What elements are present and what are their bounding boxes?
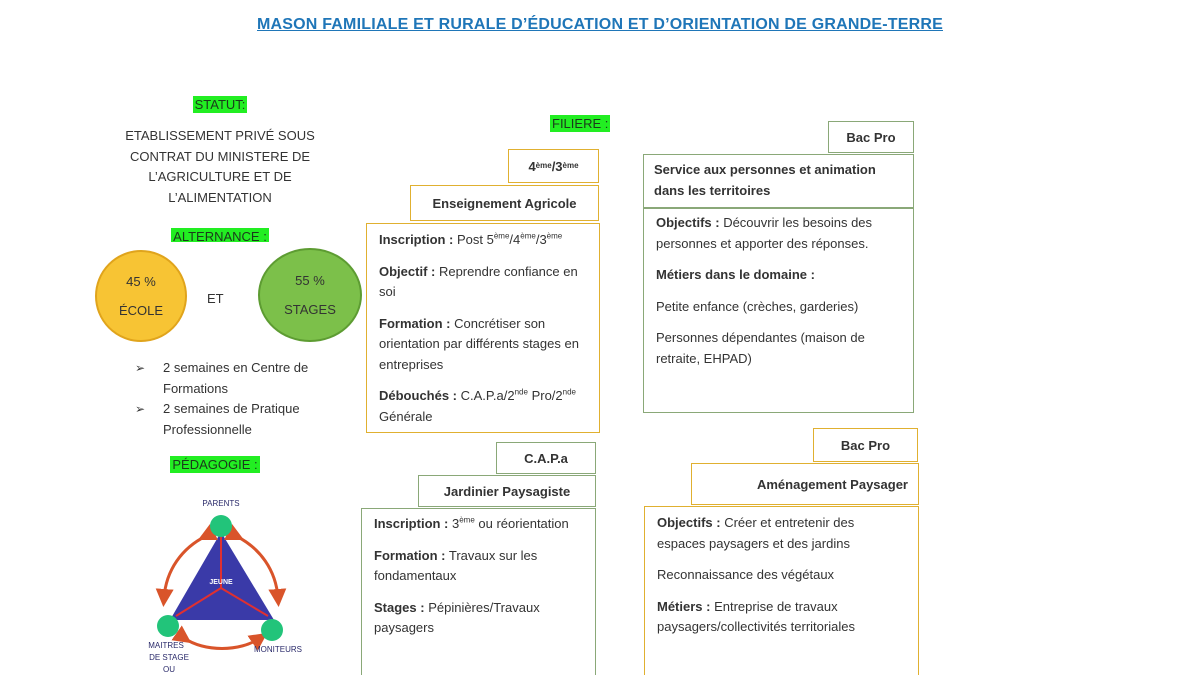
service-item: Personnes dépendantes (maison de retraite, EHPAD) [656, 330, 865, 366]
capa-inscription: Inscription : 3ème ou réorientation [374, 515, 569, 531]
ecole-label: ÉCOLE [118, 303, 164, 318]
arrow-icon [184, 638, 260, 649]
capa-formation: Formation : Travaux sur les fondamentaux [374, 547, 538, 583]
parents-label: PARENTS [202, 499, 240, 508]
alternance-bullets [135, 358, 355, 440]
capa-tag: C.A.P.a [496, 442, 596, 474]
alternance-heading: ALTERNANCE : [171, 228, 269, 242]
capa-title: Jardinier Paysagiste [418, 475, 596, 507]
ens-objectif: Objectif : Reprendre confiance en soi [379, 263, 578, 299]
statut-line: L’ALIMENTATION [168, 189, 272, 205]
bacpro-service-tag: Bac Pro [828, 121, 914, 153]
pedagogy-triangle-diagram [140, 492, 320, 675]
ens-agricole-title: Enseignement Agricole [410, 185, 599, 221]
service-objectifs: Objectifs : Découvrir les besoins des personnes et apporter des réponses. [656, 215, 873, 251]
amenagement-metiers: Métiers : Entreprise de travaux paysagers/collectivités territoriales [657, 598, 855, 634]
service-metiers: Métiers dans le domaine : [656, 267, 815, 282]
maitres-label: DE STAGE [149, 653, 189, 662]
alternance-heading-wrap [100, 228, 340, 242]
amenagement-item: Reconnaissance des végétaux [657, 567, 835, 582]
ens-formation: Formation : Concrétiser son orientation par différents stages en entreprises [379, 315, 579, 372]
filiere-heading: FILIERE : [552, 116, 609, 131]
moniteurs-node [261, 619, 283, 641]
arrow-bullet-icon: ➢ [135, 361, 146, 375]
statut-text [100, 126, 340, 208]
statut-line: CONTRAT DU MINISTERE DE [129, 148, 311, 164]
parents-node [210, 515, 232, 537]
arrow-bullet-icon: ➢ [135, 402, 146, 416]
stages-circle [258, 248, 362, 342]
bacpro-amenagement-box [644, 506, 919, 675]
statut-heading: STATUT: [194, 97, 246, 112]
amenagement-objectifs: Objectifs : Créer et entretenir des espaces paysagers et des jardins [657, 515, 855, 551]
ecole-percent: 45 % [126, 274, 156, 289]
stages-percent: 55 % [295, 273, 325, 288]
ens-agricole-box [366, 223, 600, 433]
maitres-label: MAITRES [148, 641, 184, 650]
level-tag: 4 ème /3 ème [508, 149, 599, 183]
statut-line: ETABLISSEMENT PRIVÉ SOUS [125, 128, 315, 143]
statut-line: L’AGRICULTURE ET DE [148, 169, 292, 184]
service-item: Petite enfance (crèches, garderies) [656, 298, 859, 314]
page-title: MASON FAMILIALE ET RURALE D’ÉDUCATION ET D’ORIENTATION DE GRANDE-TERRE [257, 16, 943, 33]
list-item: ➢ 2 semaines de Pratique Professionnelle [135, 401, 300, 437]
capa-box [361, 508, 596, 675]
list-item: ➢ 2 semaines en Centre de Formations [135, 360, 309, 396]
ecole-circle [95, 250, 187, 342]
maitres-node [157, 615, 179, 637]
pedagogie-heading-wrap [100, 456, 330, 474]
pedagogie-heading: PÉDAGOGIE : [172, 457, 258, 472]
jeune-label: JEUNE [209, 579, 233, 586]
et-label: ET [207, 291, 224, 306]
filiere-heading-wrap [550, 115, 610, 133]
ens-debouches: Débouchés : C.A.P.a/2nde Pro/2nde Générale [379, 387, 576, 424]
maitres-label: OU [163, 665, 175, 674]
bacpro-amenagement-tag: Bac Pro [813, 428, 918, 462]
ens-inscription: Inscription : Post 5ème/4ème/3ème [379, 231, 563, 247]
bacpro-amenagement-title: Aménagement Paysager [691, 463, 919, 505]
capa-stages: Stages : Pépinières/Travaux paysagers [374, 599, 540, 635]
bacpro-service-title: Service aux personnes et animation dans les territoires [643, 154, 914, 208]
moniteurs-label: MONITEURS [254, 645, 302, 654]
statut-heading-wrap [100, 96, 340, 114]
bacpro-service-box [643, 208, 914, 413]
stages-label: STAGES [284, 302, 336, 317]
